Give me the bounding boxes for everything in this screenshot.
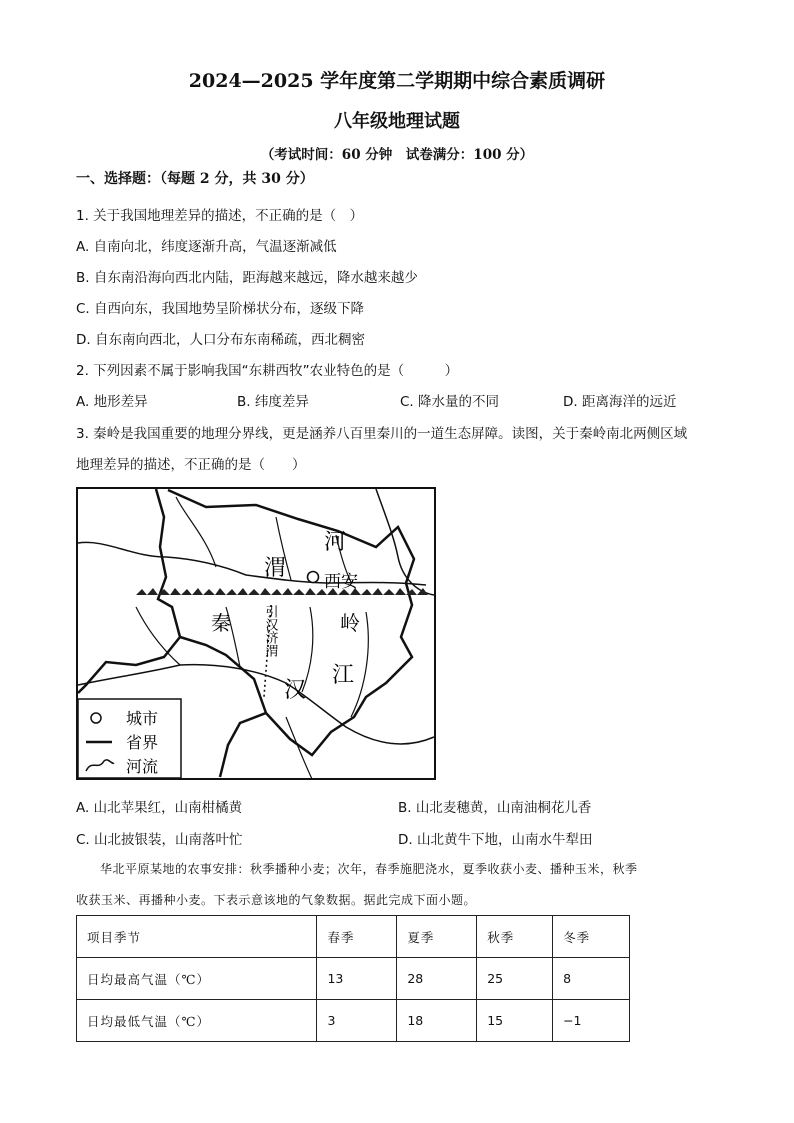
q3-option-d: D. 山北黄牛下地，山南水牛犁田: [398, 832, 593, 848]
table-cell: 18: [397, 1000, 477, 1042]
table-header-cell: 春季: [317, 916, 397, 958]
map-legend: [78, 699, 181, 778]
intro-line-2: 收获玉米、再播种小麦。下表示意该地的气象数据。据此完成下面小题。: [76, 893, 477, 907]
q3-option-a: A. 山北苹果红，山南柑橘黄: [76, 800, 243, 816]
q1-option-a: A. 自南向北，纬度逐渐升高，气温逐渐减低: [76, 239, 337, 255]
table-row: [77, 1000, 630, 1042]
xian-city-marker: [308, 572, 319, 583]
q1-option-c: C. 自西向东，我国地势呈阶梯状分布，逐级下降: [76, 301, 365, 317]
exam-subtitle: 八年级地理试题: [334, 111, 460, 132]
table-cell: 25: [477, 958, 553, 1000]
table-cell: 8: [553, 958, 630, 1000]
legend-city-icon: [91, 713, 101, 723]
table-cell: 日均最低气温（℃）: [77, 1000, 317, 1042]
intro-line-1: 华北平原某地的农事安排：秋季播种小麦；次年，春季施肥浇水，夏季收获小麦、播种玉米，秋季: [100, 862, 638, 876]
section-heading: 一、选择题：（每题 2 分，共 30 分）: [76, 171, 314, 187]
label-ling: 岭: [340, 611, 360, 635]
q1-option-b: B. 自东南沿海向西北内陆，距海越来越远，降水越来越少: [76, 270, 418, 286]
table-cell: 15: [477, 1000, 553, 1042]
table-header-cell: 秋季: [477, 916, 553, 958]
q1-option-d: D. 自东南向西北，人口分布东南稀疏，西北稠密: [76, 332, 365, 348]
table-header-cell: 冬季: [553, 916, 630, 958]
label-xian: 西安: [324, 572, 358, 592]
label-qin: 秦: [211, 611, 231, 635]
table-header-cell: 项目季节: [77, 916, 317, 958]
q2-option-a: A. 地形差异: [76, 394, 148, 410]
exam-title: 2024—2025 学年度第二学期期中综合素质调研: [188, 70, 606, 92]
table-cell: 日均最高气温（℃）: [77, 958, 317, 1000]
label-jiang: 江: [332, 663, 355, 688]
table-cell: 28: [397, 958, 477, 1000]
question-3-stem-line1: 3. 秦岭是我国重要的地理分界线，更是涵养八百里秦川的一道生态屏障。读图，关于秦岭南北两侧区域: [76, 426, 688, 442]
table-header-row: [77, 916, 630, 958]
legend-border-label: 省界: [126, 733, 159, 752]
label-han: 汉: [284, 678, 307, 703]
legend-river-label: 河流: [126, 757, 159, 776]
q2-option-b: B. 纬度差异: [237, 394, 309, 410]
q3-option-b: B. 山北麦穗黄，山南油桐花儿香: [398, 800, 592, 816]
exam-info: （考试时间：60 分钟 试卷满分：100 分）: [260, 147, 534, 163]
q3-option-c: C. 山北披银装，山南落叶忙: [76, 832, 243, 848]
qinling-map: [76, 487, 436, 780]
climate-table: [76, 915, 630, 1042]
q2-option-c: C. 降水量的不同: [400, 394, 500, 410]
table-cell: 13: [317, 958, 397, 1000]
table-row: [77, 958, 630, 1000]
label-he: 河: [324, 530, 347, 555]
question-2-stem: 2. 下列因素不属于影响我国“东耕西牧”农业特色的是（ ）: [76, 363, 459, 379]
question-3-stem-line2: 地理差异的描述，不正确的是（ ）: [76, 457, 306, 473]
label-canal: 引汉济渭: [262, 605, 278, 657]
legend-city-label: 城市: [126, 709, 159, 728]
q2-option-d: D. 距离海洋的远近: [563, 394, 677, 410]
table-cell: −1: [553, 1000, 630, 1042]
question-1-stem: 1. 关于我国地理差异的描述，不正确的是（ ）: [76, 208, 364, 224]
table-header-cell: 夏季: [397, 916, 477, 958]
label-wei: 渭: [264, 556, 287, 581]
table-cell: 3: [317, 1000, 397, 1042]
